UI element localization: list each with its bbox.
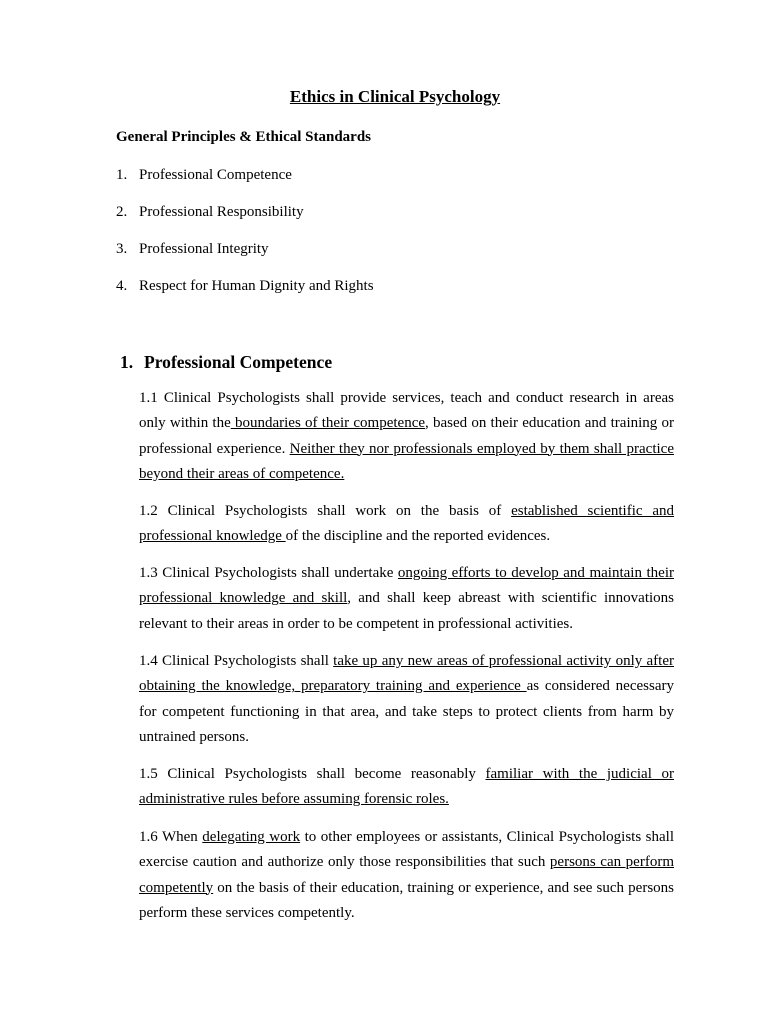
underlined-phrase: take up any new areas of professional activity only after obtaining the knowledge, preparatory training and experience [139, 653, 674, 695]
section-number: 1. [120, 352, 134, 372]
underlined-phrase: familiar with the judicial or administrative rules before assuming forensic roles. [139, 766, 675, 808]
section-heading [120, 353, 332, 371]
list-number: 2. [116, 204, 128, 220]
list-item [116, 277, 374, 314]
paragraph-1-2: 1.2 Clinical Psychologists shall work on the basis of established scientific and professional knowledge of the discipline and the reported evidences. [139, 503, 674, 545]
list-label: Professional Responsibility [139, 204, 304, 220]
underlined-phrase: Neither they nor professionals employed by them shall practice beyond their areas of competence. [139, 440, 674, 482]
list-number: 4. [116, 278, 128, 294]
list-item [116, 166, 374, 203]
list-label: Respect for Human Dignity and Rights [139, 278, 374, 294]
list-label: Professional Competence [139, 167, 292, 183]
paragraph-1-1: 1.1 Clinical Psychologists shall provide services, teach and conduct research in areas only within the boundaries of their competence, based on their education and training or professional experience. Neither they nor professionals employed by them shall practice beyond their areas of competence. [139, 390, 674, 482]
paragraph-1-4: 1.4 Clinical Psychologists shall take up any new areas of professional activity only after obtaining the knowledge, preparatory training and experience as considered necessary for competent functioning in that area, and take steps to protect clients from harm by untrained persons. [139, 653, 674, 745]
principles-list [116, 166, 374, 314]
list-number: 1. [116, 167, 128, 183]
underlined-phrase: boundaries of their competence [230, 415, 426, 432]
underlined-phrase: ongoing efforts to develop and maintain their professional knowledge and skill [139, 565, 674, 607]
list-label: Professional Integrity [139, 241, 269, 257]
list-item [116, 203, 374, 240]
underlined-phrase: established scientific and professional knowledge [139, 503, 674, 545]
list-number: 3. [116, 241, 128, 257]
underlined-phrase: persons can perform competently [139, 854, 674, 896]
list-item [116, 240, 374, 277]
paragraph-1-6: 1.6 When delegating work to other employees or assistants, Clinical Psychologists shall exercise caution and authorize only those responsibilities that such persons can perform competently on the basis of their education, training or experience, and see such persons perform these services competently. [139, 829, 674, 921]
document-title: Ethics in Clinical Psychology [289, 87, 501, 106]
paragraph-1-3: 1.3 Clinical Psychologists shall undertake ongoing efforts to develop and maintain their professional knowledge and skill, and shall keep abreast with scientific innovations relevant to their areas in order to be competent in professional activities. [139, 565, 674, 632]
underlined-phrase: delegating work [202, 829, 301, 845]
document-subtitle: General Principles & Ethical Standards [116, 129, 371, 145]
paragraph-1-5: 1.5 Clinical Psychologists shall become reasonably familiar with the judicial or administrative rules before assuming forensic roles. [139, 766, 675, 808]
section-title: Professional Competence [144, 352, 333, 372]
